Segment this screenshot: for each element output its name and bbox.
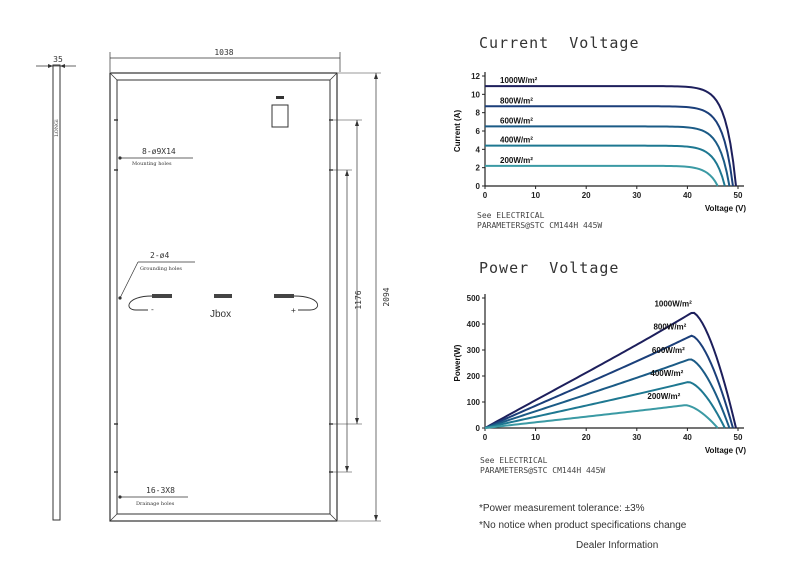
label-sticker <box>272 105 288 127</box>
notice-note: *No notice when product specifications change <box>479 520 687 531</box>
pv-y-tick-label: 0 <box>475 424 480 433</box>
iv-y-tick-label: 4 <box>475 145 480 155</box>
iv-y-tick-label: 10 <box>471 90 480 100</box>
side-label: LONGi <box>54 119 60 137</box>
iv-y-axis-label: Current (A) <box>453 109 462 153</box>
grounding-hole <box>118 296 121 299</box>
pv-y-axis-label: Power(W) <box>453 344 462 382</box>
current-voltage-chart <box>450 68 755 213</box>
mounting-hole <box>118 156 121 159</box>
pv-x-tick-label: 20 <box>581 433 591 442</box>
pv-x-tick-label: 0 <box>482 433 488 442</box>
iv-y-tick-label: 6 <box>475 127 480 136</box>
iv-x-tick-label: 50 <box>733 191 743 200</box>
pv-series-line <box>485 359 729 428</box>
power-chart-note <box>480 456 605 476</box>
current-chart-title: Current Voltage <box>479 34 640 52</box>
mounting-spec: 8-ø9X14 <box>142 147 176 156</box>
pv-series-label: 800W/m² <box>653 322 687 332</box>
power-chart-title: Power Voltage <box>479 259 620 277</box>
iv-x-axis-label: Voltage (V) <box>704 204 746 213</box>
pv-x-tick-label: 50 <box>733 433 743 442</box>
iv-x-tick-label: 20 <box>581 191 591 200</box>
tolerance-note: *Power measurement tolerance: ±3% <box>479 503 645 514</box>
iv-y-tick-label: 0 <box>475 182 480 191</box>
current-note-line2: PARAMETERS@STC CM144H 445W <box>477 221 603 230</box>
plus-label: + <box>291 306 296 315</box>
pv-y-tick-label: 500 <box>466 294 480 303</box>
power-note-line1: See ELECTRICAL <box>480 456 548 465</box>
iv-y-tick-label: 8 <box>475 108 480 118</box>
current-chart-note <box>477 211 602 231</box>
pv-y-tick-label: 100 <box>466 398 480 407</box>
iv-series-label: 1000W/m² <box>500 76 538 86</box>
connector-right <box>274 294 294 298</box>
pv-x-axis-label: Voltage (V) <box>704 446 746 455</box>
iv-x-tick-label: 0 <box>482 191 488 200</box>
iv-series-line <box>485 166 718 186</box>
connector-left <box>152 294 172 298</box>
minus-label: - <box>150 305 155 314</box>
thickness-label: 35 <box>53 55 63 64</box>
iv-y-tick-label: 2 <box>475 163 480 173</box>
pv-series-label: 400W/m² <box>650 368 684 378</box>
pv-series-label: 600W/m² <box>651 346 685 356</box>
iv-series-label: 400W/m² <box>500 135 533 145</box>
grounding-caption: Grounding holes <box>140 266 182 272</box>
grounding-spec: 2-ø4 <box>150 251 170 260</box>
pv-series-label: 1000W/m² <box>654 299 692 309</box>
mounting-caption: Mounting holes <box>132 161 172 167</box>
current-note-line1: See ELECTRICAL <box>477 211 545 220</box>
pv-series-label: 200W/m² <box>647 392 681 402</box>
pv-y-tick-label: 300 <box>466 346 480 355</box>
jbox-label: Jbox <box>210 309 232 320</box>
power-note-line2: PARAMETERS@STC CM144H 445W <box>480 466 606 475</box>
cable-right <box>294 296 318 310</box>
iv-series-label: 800W/m² <box>500 96 533 106</box>
pv-y-tick-label: 200 <box>466 372 480 381</box>
width-label: 1038 <box>214 48 234 57</box>
jbox <box>214 294 232 298</box>
iv-y-tick-label: 12 <box>471 72 480 81</box>
iv-x-tick-label: 10 <box>531 191 541 200</box>
iv-series-label: 600W/m² <box>500 116 533 126</box>
pv-x-tick-label: 10 <box>531 433 541 442</box>
span-label: 1176 <box>354 290 363 310</box>
drainage-spec: 16-3X8 <box>146 486 175 495</box>
drainage-hole <box>118 495 121 498</box>
iv-x-tick-label: 30 <box>632 191 642 200</box>
drainage-caption: Drainage holes <box>136 501 175 507</box>
pv-x-tick-label: 40 <box>682 433 692 442</box>
power-voltage-chart <box>450 290 755 460</box>
pv-y-tick-label: 400 <box>466 320 480 329</box>
dealer-information: Dealer Information <box>576 540 659 551</box>
cable-left <box>129 296 152 310</box>
iv-x-tick-label: 40 <box>682 191 692 200</box>
height-label: 2094 <box>382 287 391 307</box>
pv-x-tick-label: 30 <box>632 433 642 442</box>
iv-series-label: 200W/m² <box>500 155 533 165</box>
